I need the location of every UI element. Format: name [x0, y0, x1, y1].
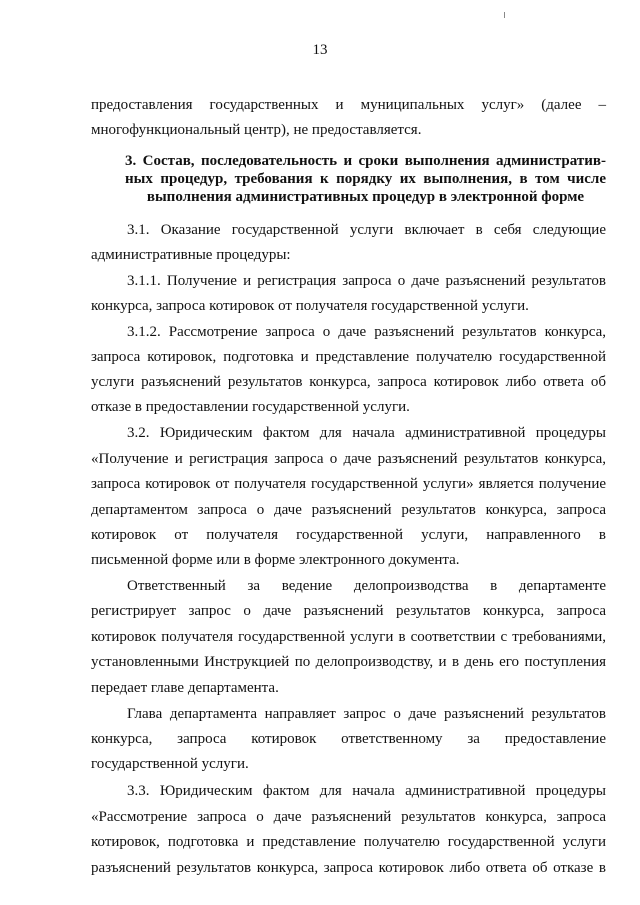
text-line: котировок, подготовка и представление получателю государственной услуги	[91, 834, 606, 850]
text-line: Ответственный за ведение делопроизводства в департаменте	[127, 578, 606, 594]
text-line: 3.1.2. Рассмотрение запроса о даче разъяснений результатов конкурса,	[127, 324, 606, 340]
text-line: письменной форме или в форме электронного документа.	[91, 552, 460, 568]
text-line: государственной услуги.	[91, 756, 249, 772]
text-line: административные процедуры:	[91, 247, 291, 263]
text-line: установленными Инструкцией по делопроизводству, и в день его поступления	[91, 654, 606, 670]
page-number: 13	[312, 42, 328, 58]
scan-mark	[504, 12, 505, 18]
text-line: департаментом запроса о даче разъяснений результатов конкурса, запроса	[91, 502, 606, 518]
text-line: конкурса, запроса котировок ответственному за предоставление	[91, 731, 606, 747]
text-line: передает главе департамента.	[91, 680, 279, 696]
text-line: «Получение и регистрация запроса о даче разъяснений результатов конкурса,	[91, 451, 606, 467]
text-line: запроса котировок, подготовка и представление получателю государственной	[91, 349, 606, 365]
section-heading-line: ных процедур, требования к порядку их выполнения, в том числе	[125, 171, 606, 187]
text-line: 3.2. Юридическим фактом для начала административной процедуры	[127, 425, 606, 441]
text-line: отказе в предоставлении государственной услуги.	[91, 399, 410, 415]
text-line: котировок от получателя государственной услуги, направленного в	[91, 527, 606, 543]
text-line: 3.1. Оказание государственной услуги включает в себя следующие	[127, 222, 606, 238]
text-line: услуги разъяснений результатов конкурса, запроса котировок либо ответа об	[91, 374, 606, 390]
section-heading-line: 3. Состав, последовательность и сроки выполнения административ-	[125, 153, 606, 169]
text-line: регистрирует запрос о даче разъяснений результатов конкурса, запроса	[91, 603, 606, 619]
text-line: предоставления государственных и муниципальных услуг» (далее –	[91, 97, 606, 113]
text-line: 3.1.1. Получение и регистрация запроса о даче разъяснений результатов	[127, 273, 606, 289]
text-line: конкурса, запроса котировок от получателя государственной услуги.	[91, 298, 529, 314]
text-line: разъяснений результатов конкурса, запроса котировок либо ответа об отказе в	[91, 860, 606, 876]
text-line: многофункциональный центр), не предоставляется.	[91, 122, 422, 138]
text-line: 3.3. Юридическим фактом для начала административной процедуры	[127, 783, 606, 799]
text-line: запроса котировок от получателя государственной услуги» является получение	[91, 476, 606, 492]
text-line: Глава департамента направляет запрос о даче разъяснений результатов	[127, 706, 606, 722]
section-heading-line: выполнения административных процедур в электронной форме	[146, 189, 585, 205]
text-line: котировок получателя государственной услуги в соответствии с требованиями,	[91, 629, 606, 645]
text-line: «Рассмотрение запроса о даче разъяснений результатов конкурса, запроса	[91, 809, 606, 825]
